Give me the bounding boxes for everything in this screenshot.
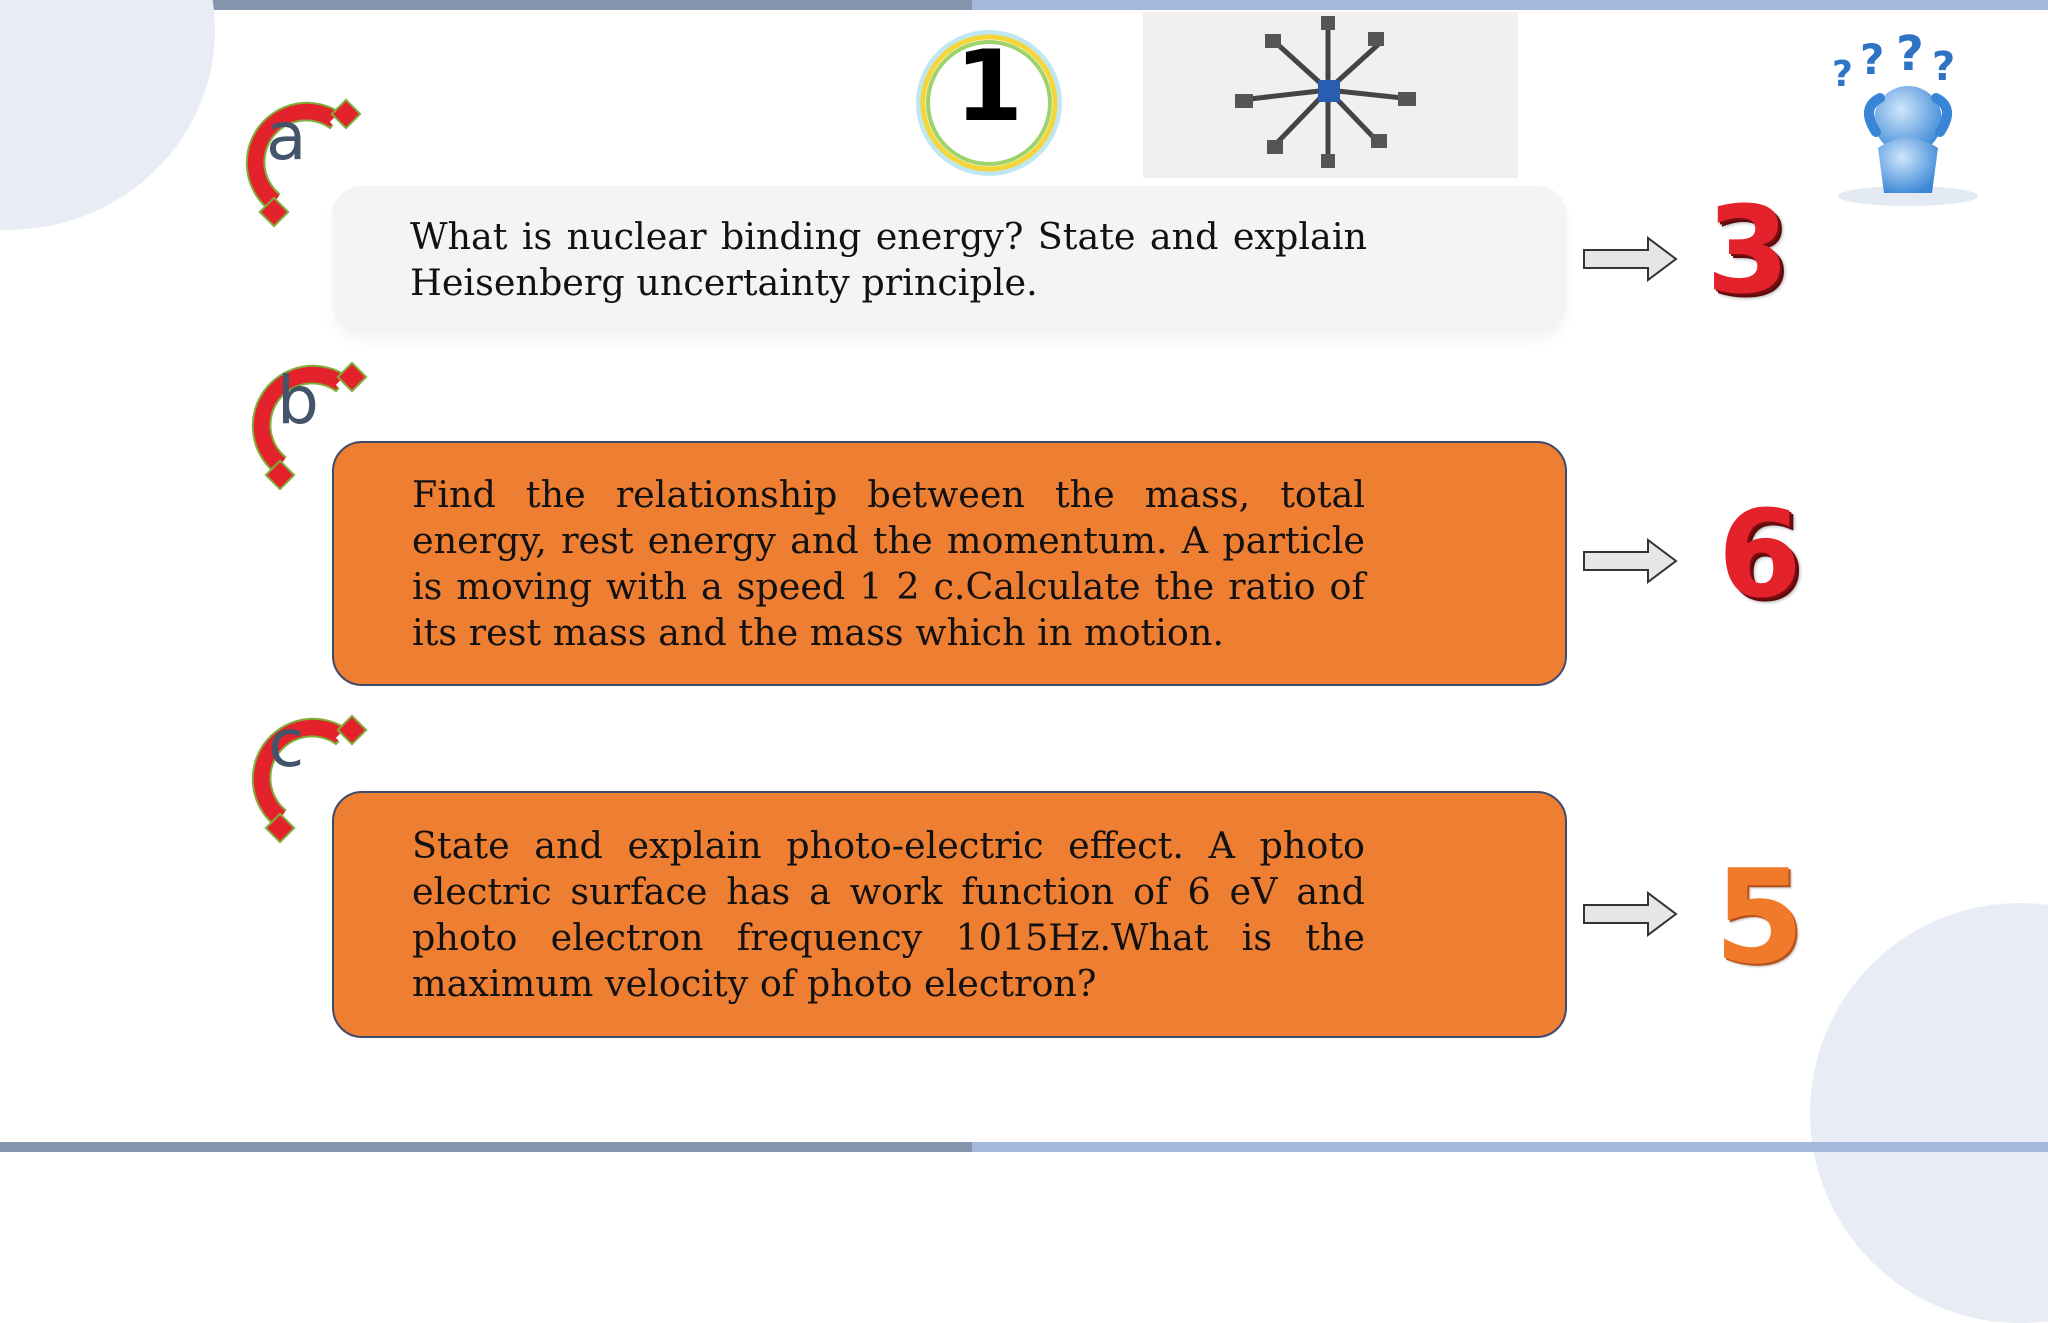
question-letter-b: b	[277, 362, 319, 439]
question-text-b: Find the relationship between the mass, total energy, rest energy and the momentum. A particle is moving with a speed 1 2 c.Calculate the ratio of its rest mass and the mass which in motion.	[412, 472, 1365, 654]
question-figure-icon	[1820, 28, 1990, 218]
question-box-b	[332, 441, 1567, 686]
question-text-c: State and explain photo-electric effect. A photo electric surface has a work function of 6 eV and photo electron frequency 1015Hz.What is the maximum velocity of photo electron?	[412, 823, 1365, 1005]
marks-b: 6	[1718, 486, 1802, 625]
arrow-right-icon	[1582, 538, 1678, 584]
question-letter-c: c	[268, 705, 305, 782]
question-box-a	[332, 186, 1567, 334]
bottom-accent-bar-left	[0, 1142, 972, 1152]
marks-a: 3	[1706, 182, 1790, 321]
corner-decoration-top-left	[0, 0, 215, 230]
top-accent-bar-right	[972, 0, 2048, 10]
marks-c: 5	[1714, 841, 1805, 993]
question-text-a: What is nuclear binding energy? State and explain Heisenberg uncertainty principle.	[410, 215, 1367, 304]
svg-text:?: ?	[1932, 44, 1956, 90]
arrow-right-icon	[1582, 236, 1678, 282]
badge-number: 1	[954, 30, 1024, 144]
molecule-photo	[1143, 12, 1518, 178]
svg-text:?: ?	[1896, 28, 1924, 82]
svg-text:?: ?	[1832, 54, 1853, 95]
bottom-accent-bar-right	[972, 1142, 2048, 1152]
question-box-c	[332, 791, 1567, 1038]
svg-text:?: ?	[1860, 35, 1885, 84]
question-letter-a: a	[266, 98, 307, 175]
arrow-right-icon	[1582, 891, 1678, 937]
corner-decoration-bottom-right	[1810, 903, 2048, 1323]
